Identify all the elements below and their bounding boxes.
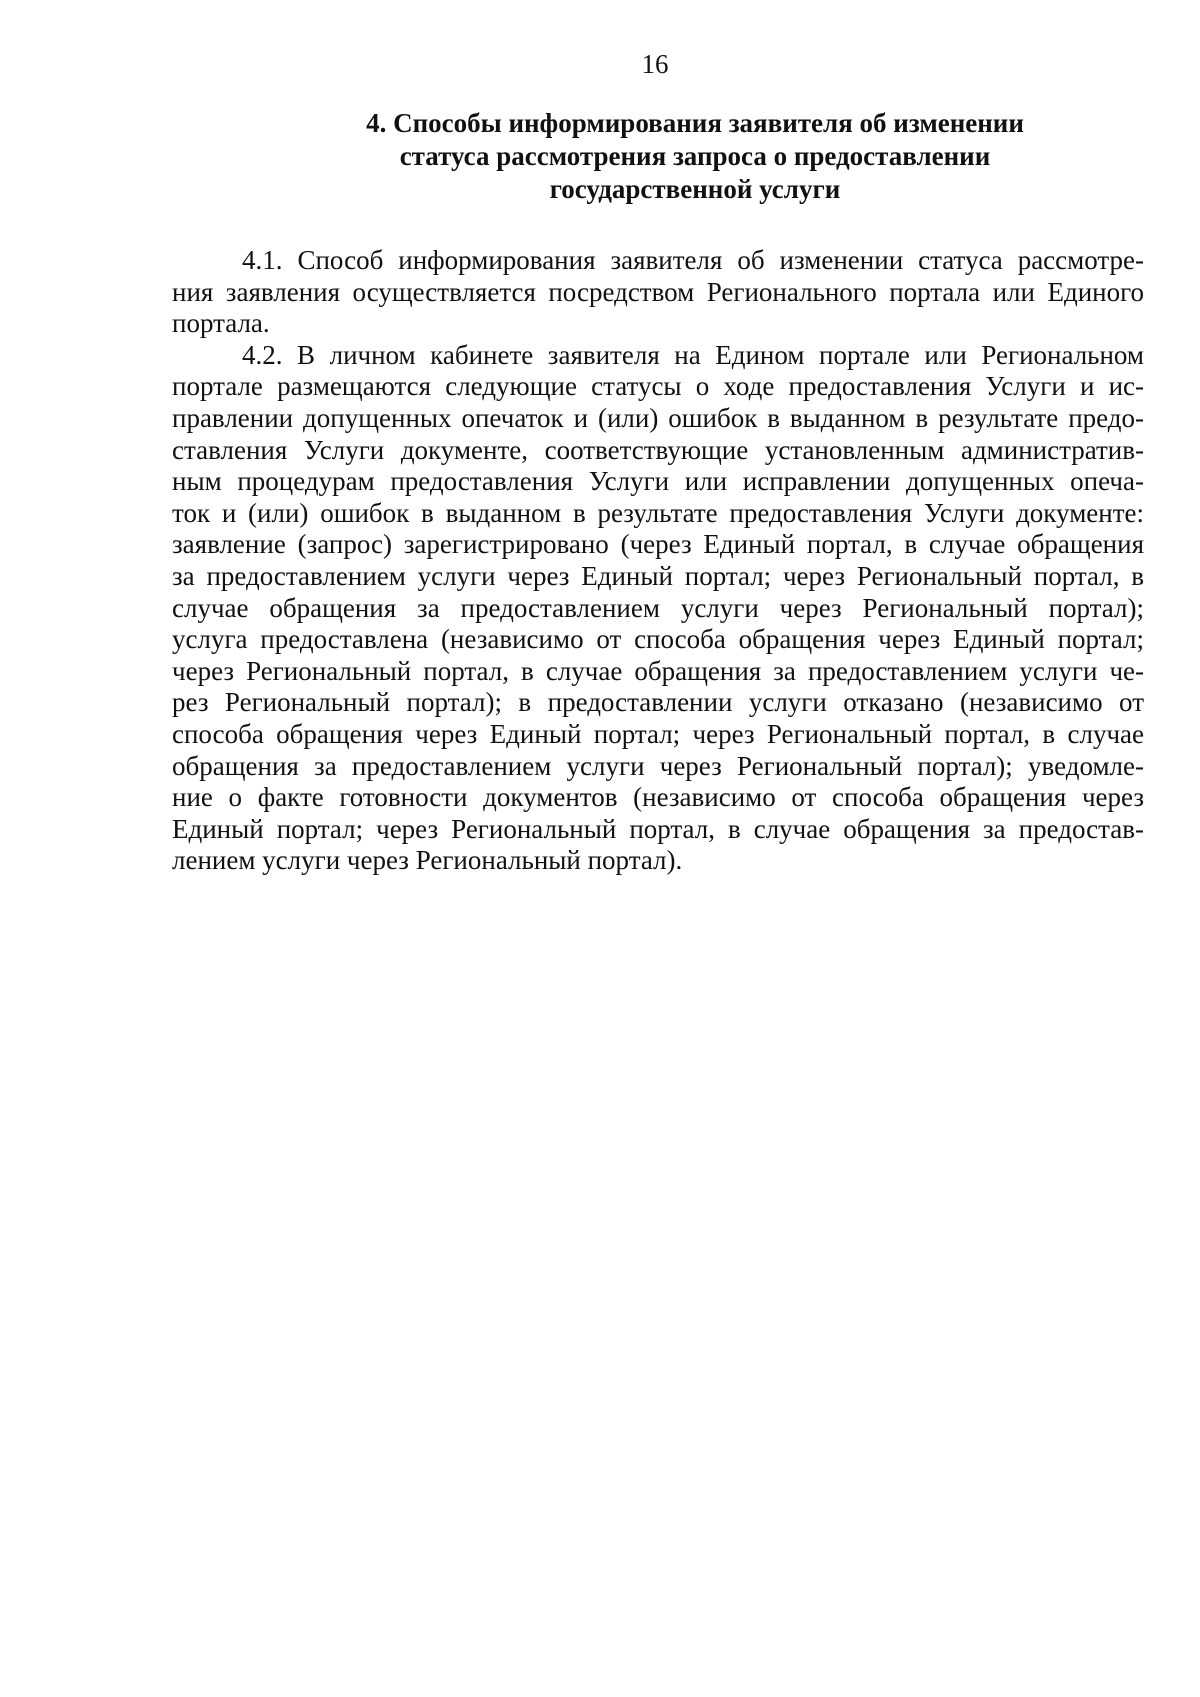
paragraph-line: через Региональный портал, в случае обращения за предоставлением услуги че- — [172, 655, 1144, 686]
paragraph-line: портала. — [172, 308, 270, 339]
paragraph-line: за предоставлением услуги через Единый портал; через Региональный портал, в — [172, 560, 1144, 591]
section-heading-line: статуса рассмотрения запроса о предоставлении — [399, 141, 991, 171]
paragraph-line: ным процедурам предоставления Услуги или исправлении допущенных опеча- — [172, 466, 1144, 497]
paragraph-4-1 — [172, 245, 1144, 340]
paragraph-line: услуга предоставлена (независимо от способа обращения через Единый портал; — [172, 624, 1144, 655]
paragraph-line: портале размещаются следующие статусы о ходе предоставления Услуги и ис- — [172, 371, 1144, 402]
paragraph-line: рез Региональный портал); в предоставлении услуги отказано (независимо от — [172, 687, 1144, 718]
paragraph-line: ние о факте готовности документов (независимо от способа обращения через — [172, 782, 1144, 813]
section-heading-line: 4. Способы информирования заявителя об изменении — [366, 108, 1024, 138]
paragraph-line: случае обращения за предоставлением услуги через Региональный портал); — [172, 592, 1144, 623]
paragraph-line: 4.2. В личном кабинете заявителя на Едином портале или Региональном — [242, 339, 1144, 370]
section-heading-line: государственной услуги — [549, 174, 841, 204]
paragraph-line: лением услуги через Региональный портал). — [172, 845, 683, 876]
paragraph-line: 4.1. Способ информирования заявителя об изменении статуса рассмотре- — [242, 245, 1144, 275]
paragraph-line: ток и (или) ошибок в выданном в результате предоставления Услуги документе: — [172, 497, 1144, 528]
body-text — [172, 245, 1144, 877]
paragraph-line: Единый портал; через Региональный портал, в случае обращения за предостав- — [172, 813, 1144, 844]
paragraph-line: заявление (запрос) зарегистрировано (через Единый портал, в случае обращения — [172, 529, 1144, 560]
paragraph-line: ния заявления осуществляется посредством Регионального портала или Единого — [172, 276, 1144, 307]
paragraph-4-2 — [172, 340, 1144, 877]
page-number: 16 — [641, 49, 669, 79]
paragraph-line: правлении допущенных опечаток и (или) ошибок в выданном в результате предо- — [172, 402, 1144, 433]
section-heading — [300, 107, 1090, 206]
paragraph-line: ставления Услуги документе, соответствующие установленным административ- — [172, 434, 1144, 465]
paragraph-line: обращения за предоставлением услуги через Региональный портал); уведомле- — [172, 750, 1144, 781]
paragraph-line: способа обращения через Единый портал; через Региональный портал, в случае — [172, 718, 1144, 749]
